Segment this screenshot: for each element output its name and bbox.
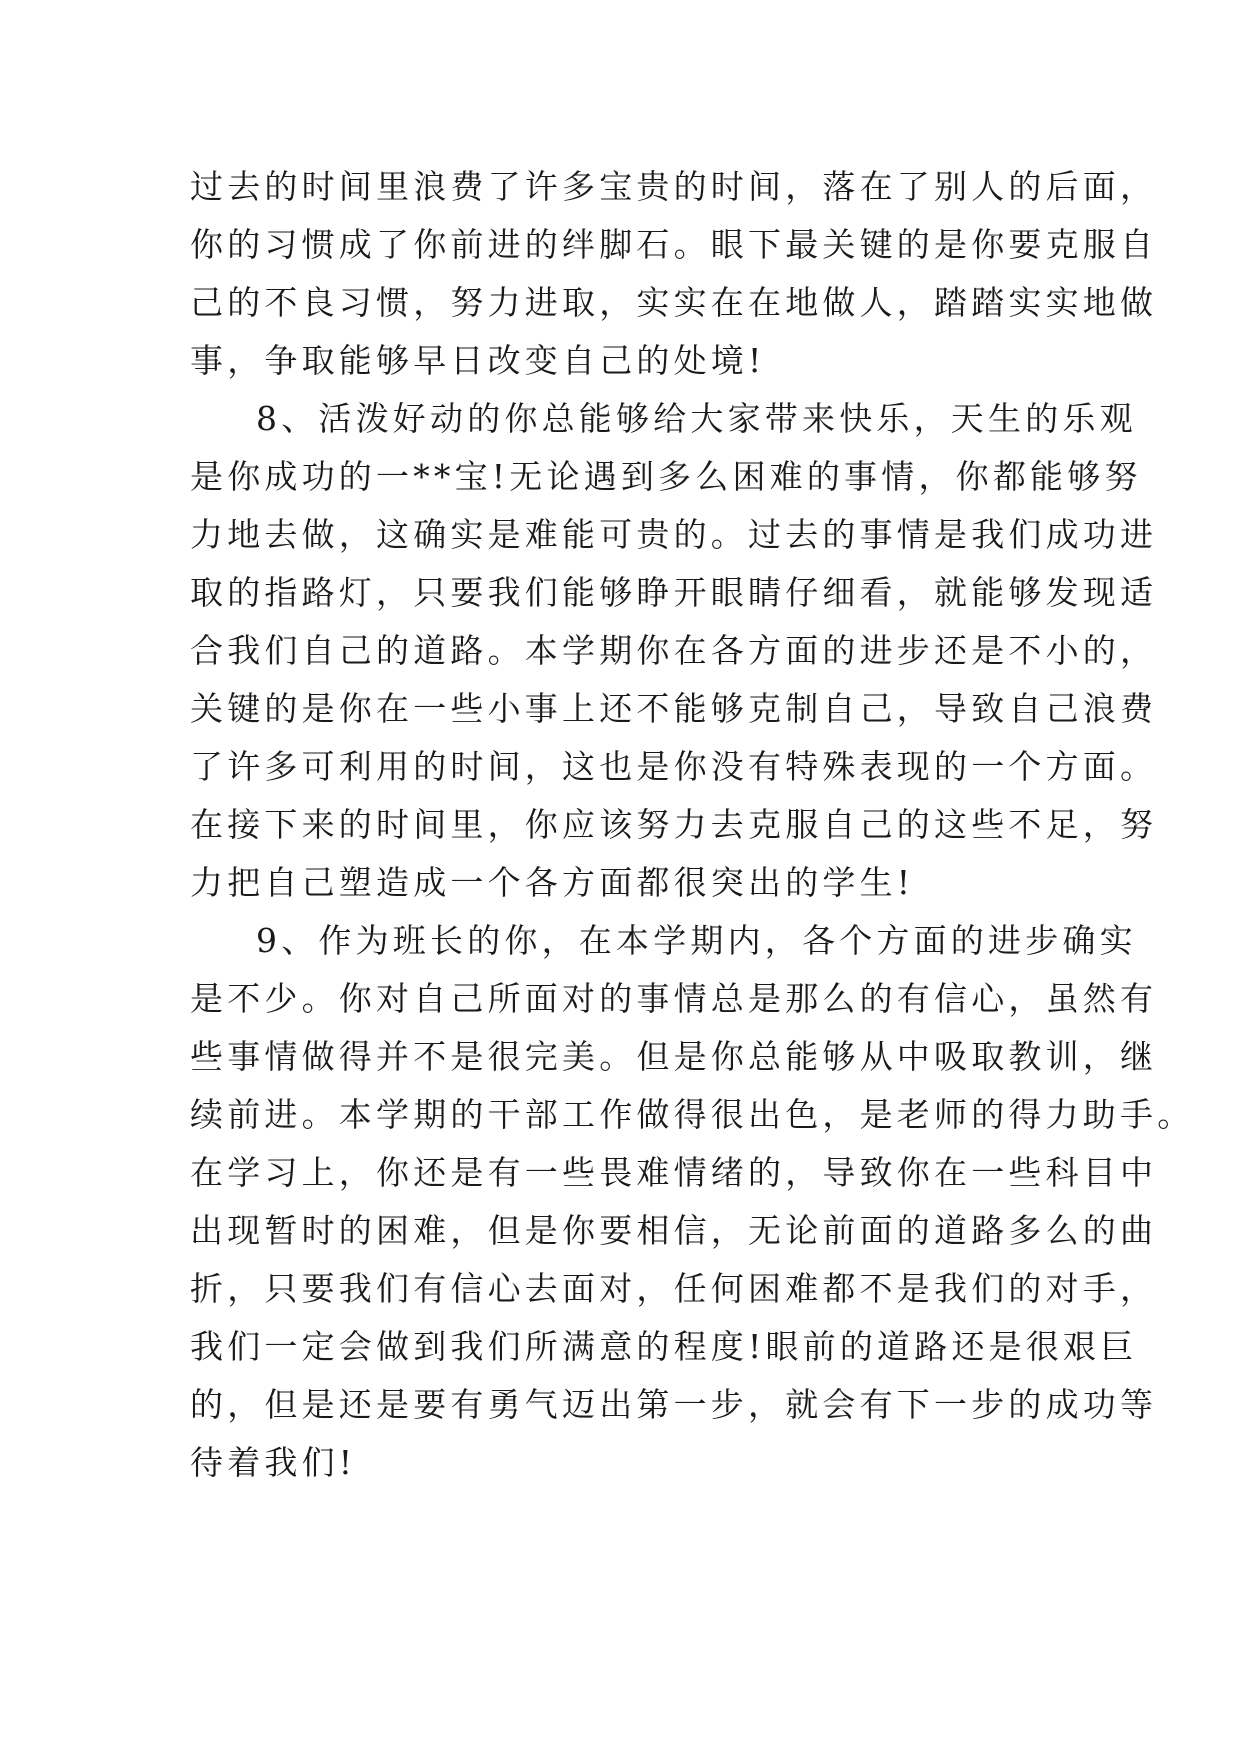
- document-body: [190, 158, 1195, 1492]
- text-line: 关键的是你在一些小事上还不能够克制自己，导致自己浪费: [190, 689, 1158, 728]
- text-line: 过去的时间里浪费了许多宝贵的时间，落在了别人的后面，: [190, 167, 1158, 206]
- text-line: 待着我们!: [190, 1443, 357, 1482]
- text-line: 了许多可利用的时间，这也是你没有特殊表现的一个方面。: [190, 747, 1158, 786]
- text-line: 些事情做得并不是很完美。但是你总能够从中吸取教训，继: [190, 1037, 1158, 1076]
- paragraph-9-first-line: 9、作为班长的你，在本学期内，各个方面的进步确实: [256, 921, 1137, 960]
- text-line: 是不少。你对自己所面对的事情总是那么的有信心，虽然有: [190, 979, 1158, 1018]
- text-line: 在接下来的时间里，你应该努力去克服自己的这些不足，努: [190, 805, 1158, 844]
- text-line: 事，争取能够早日改变自己的处境!: [190, 341, 766, 380]
- text-line: 出现暂时的困难，但是你要相信，无论前面的道路多么的曲: [190, 1211, 1158, 1250]
- text-line: 我们一定会做到我们所满意的程度!眼前的道路还是很艰巨: [190, 1327, 1138, 1366]
- text-line: 力把自己塑造成一个各方面都很突出的学生!: [190, 863, 915, 902]
- text-line: 折，只要我们有信心去面对，任何困难都不是我们的对手，: [190, 1269, 1158, 1308]
- paragraph-8-first-line: 8、活泼好动的你总能够给大家带来快乐，天生的乐观: [256, 399, 1137, 438]
- text-line: 取的指路灯，只要我们能够睁开眼睛仔细看，就能够发现适: [190, 573, 1158, 612]
- text-line: 的，但是还是要有勇气迈出第一步，就会有下一步的成功等: [190, 1385, 1158, 1424]
- text-line: 合我们自己的道路。本学期你在各方面的进步还是不小的，: [190, 631, 1158, 670]
- text-line: 续前进。本学期的干部工作做得很出色，是老师的得力助手。: [190, 1095, 1195, 1134]
- text-line: 是你成功的一**宝!无论遇到多么困难的事情，你都能够努: [190, 457, 1142, 496]
- text-line: 力地去做，这确实是难能可贵的。过去的事情是我们成功进: [190, 515, 1158, 554]
- text-line: 己的不良习惯，努力进取，实实在在地做人，踏踏实实地做: [190, 283, 1158, 322]
- text-line: 在学习上，你还是有一些畏难情绪的，导致你在一些科目中: [190, 1153, 1158, 1192]
- text-line: 你的习惯成了你前进的绊脚石。眼下最关键的是你要克服自: [190, 225, 1158, 264]
